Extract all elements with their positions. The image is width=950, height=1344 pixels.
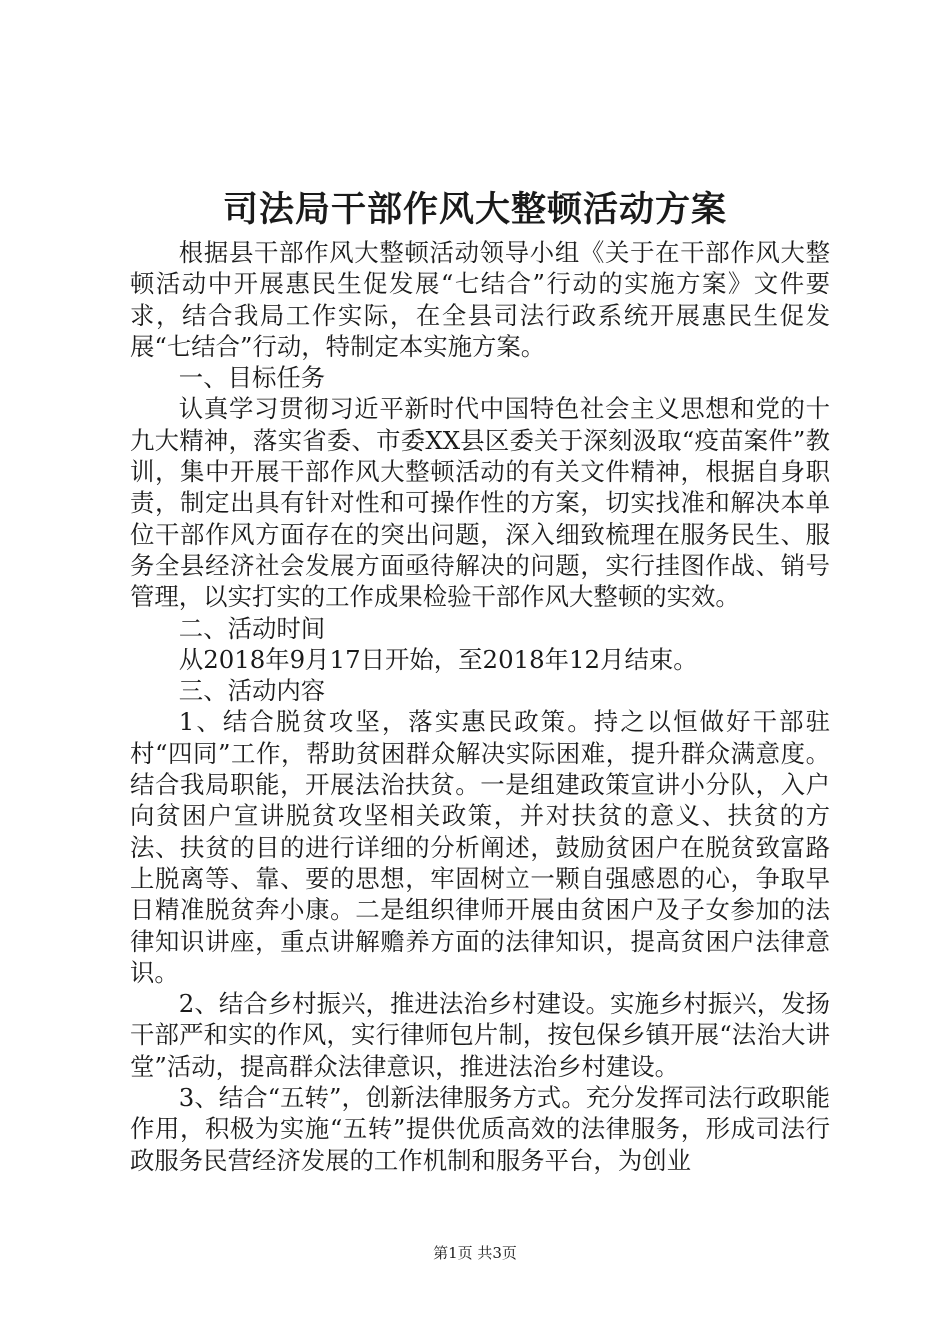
paragraph-item-2: 2、结合乡村振兴，推进法治乡村建设。实施乡村振兴，发扬干部严和实的作风，实行律师包片制，按包保乡镇开展“法治大讲堂”活动，提高群众法律意识，推进法治乡村建设。 bbox=[130, 989, 830, 1081]
document-body bbox=[130, 237, 830, 1176]
paragraph-goals: 认真学习贯彻习近平新时代中国特色社会主义思想和党的十九大精神，落实省委、市委XX县区委关于深刻汲取“疫苗案件”教训，集中开展干部作风大整顿活动的有关文件精神，根据自身职责，制定出具有针对性和可操作性的方案，切实找准和解决本单位干部作风方面存在的突出问题，深入细致梳理在服务民生、服务全县经济社会发展方面亟待解决的问题，实行挂图作战、销号管理，以实打实的工作成果检验干部作风大整顿的实效。 bbox=[130, 394, 830, 612]
paragraph-intro: 根据县干部作风大整顿活动领导小组《关于在干部作风大整顿活动中开展惠民生促发展“七结合”行动的实施方案》文件要求，结合我局工作实际，在全县司法行政系统开展惠民生促发展“七结合”行动，特制定本实施方案。 bbox=[130, 238, 830, 361]
paragraph-time: 从2018年9月17日开始，至2018年12月结束。 bbox=[178, 644, 698, 674]
page-number-footer: 第1页 共3页 bbox=[433, 1244, 517, 1262]
section-heading-goals: 一、目标任务 bbox=[178, 363, 326, 393]
paragraph-item-3: 3、结合“五转”，创新法律服务方式。充分发挥司法行政职能作用，积极为实施“五转”提供优质高效的法律服务，形成司法行政服务民营经济发展的工作机制和服务平台，为创业 bbox=[130, 1083, 830, 1175]
document-title: 司法局干部作风大整顿活动方案 bbox=[222, 189, 727, 230]
section-heading-time: 二、活动时间 bbox=[178, 613, 326, 643]
paragraph-item-1: 1、结合脱贫攻坚，落实惠民政策。持之以恒做好干部驻村“四同”工作，帮助贫困群众解决实际困难，提升群众满意度。结合我局职能，开展法治扶贫。一是组建政策宣讲小分队，入户向贫困户宣讲脱贫攻坚相关政策，并对扶贫的意义、扶贫的方法、扶贫的目的进行详细的分析阐述，鼓励贫困户在脱贫致富路上脱离等、靠、要的思想，牢固树立一颗自强感恩的心，争取早日精准脱贫奔小康。二是组织律师开展由贫困户及子女参加的法律知识讲座，重点讲解赡养方面的法律知识，提高贫困户法律意识。 bbox=[130, 707, 830, 987]
section-heading-content: 三、活动内容 bbox=[178, 676, 326, 706]
